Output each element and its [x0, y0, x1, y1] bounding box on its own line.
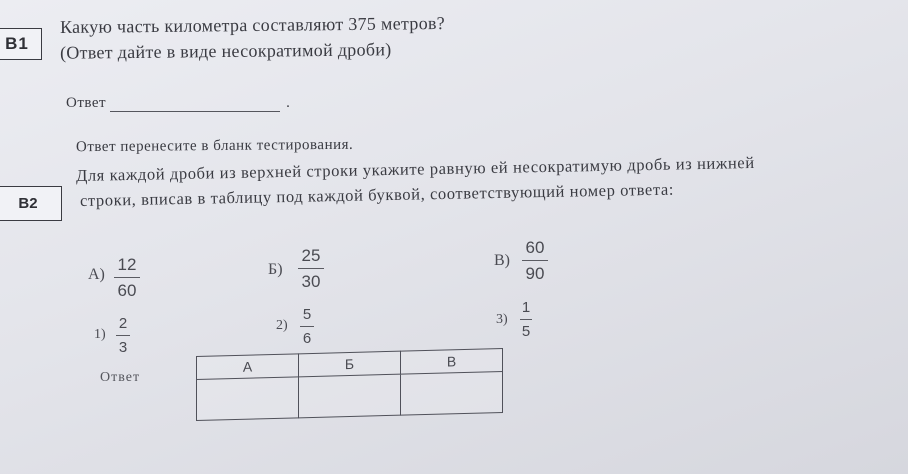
task-b2-question-line1: Для каждой дроби из верхней строки укажите равную ей несократимую дробь из нижней [75, 152, 755, 185]
task-b2-number-box [0, 186, 62, 221]
fraction-b-bar [298, 268, 324, 269]
option-1-label: 1) [94, 327, 106, 342]
fraction-1-bar [116, 335, 130, 336]
task-b1-question-line1: Какую часть километра составляют 375 метров? [59, 12, 446, 38]
fraction-2-denominator: 6 [302, 330, 312, 348]
fraction-3-denominator: 5 [521, 323, 531, 341]
fraction-v-numerator: 60 [525, 238, 545, 257]
fraction-1-numerator: 2 [118, 315, 128, 332]
task-b1-question-line2: (Ответ дайте в виде несократимой дроби) [59, 39, 392, 63]
answer-cell-a[interactable] [197, 377, 299, 421]
option-a-label: А) [88, 266, 105, 283]
answer-table [196, 348, 503, 421]
fraction-2-bar [300, 326, 314, 327]
fraction-1 [116, 316, 130, 355]
task-b2-number: В2 [18, 195, 38, 212]
fraction-a-numerator: 12 [117, 255, 137, 274]
task-b1-answer-field[interactable] [110, 97, 280, 112]
fraction-v [522, 239, 548, 282]
task-b1-answer-row [66, 95, 290, 112]
answer-cell-v[interactable] [401, 371, 503, 415]
task-b1-transfer-note: Ответ перенесите в бланк тестирования. [75, 136, 354, 156]
option-b-label: Б) [268, 261, 283, 278]
fraction-a [114, 256, 140, 299]
fraction-v-bar [522, 260, 548, 261]
option-v-label: В) [494, 252, 510, 269]
fraction-a-denominator: 60 [117, 281, 137, 301]
option-2-label: 2) [276, 318, 288, 333]
fraction-b [298, 247, 324, 290]
fraction-2 [300, 307, 314, 346]
answer-table-header-a: А [197, 354, 299, 380]
fraction-3-bar [520, 319, 532, 320]
task-b1-number-box [0, 28, 42, 60]
fraction-2-numerator: 5 [302, 306, 312, 323]
task-b1-answer-period: . [286, 95, 291, 111]
fraction-1-denominator: 3 [118, 339, 128, 357]
answer-table-input-row [197, 371, 503, 420]
option-3-label: 3) [496, 312, 508, 327]
task-b1-answer-label: Ответ [66, 95, 107, 111]
fraction-b-numerator: 25 [301, 246, 321, 265]
task-b2-question-line2: строки, вписав в таблицу под каждой буквой, соответствующий номер ответа: [79, 179, 675, 210]
fraction-3 [520, 300, 532, 339]
answer-table-header-v: В [401, 348, 503, 374]
fraction-v-denominator: 90 [525, 264, 545, 284]
fraction-b-denominator: 30 [301, 272, 321, 292]
fraction-a-bar [114, 277, 140, 278]
task-b2-answer-label: Ответ [100, 370, 141, 385]
task-b1-number: В1 [5, 34, 29, 53]
fraction-3-numerator: 1 [521, 299, 531, 316]
answer-cell-b[interactable] [299, 374, 401, 418]
answer-table-header-b: Б [299, 351, 401, 377]
